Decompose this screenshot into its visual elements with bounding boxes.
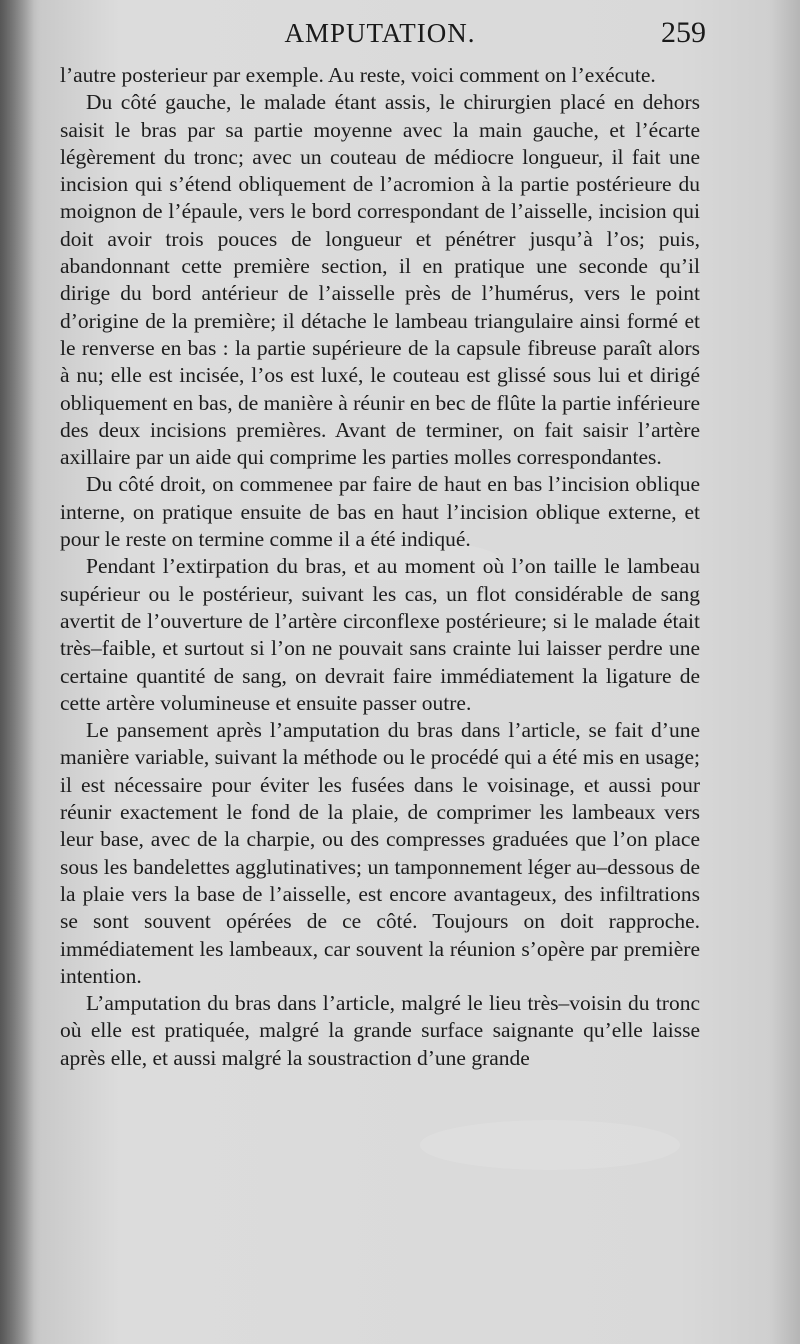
running-title: AMPUTATION. [284, 18, 476, 48]
body-text [60, 62, 700, 1072]
binding-shadow [0, 0, 34, 1344]
paragraph: Du côté droit, on commenee par faire de haut en bas l’incision oblique interne, on pratique ensuite de bas en haut l’incision oblique externe, et pour le reste on termine comme il a été indiqué. [60, 472, 700, 552]
paragraph: Le pansement après l’amputation du bras dans l’article, se fait d’une manière variable, suivant la méthode ou le procédé qui a été mis en usage; il est nécessaire pour éviter les fusées dans le voisinage, et aussi pour réunir exactement le fond de la plaie, de comprimer les lambeaux vers leur base, avec de la charpie, ou des compresses graduées que l’on place sous les bandelettes agglutinatives; un tamponnement léger au–dessous de la plaie vers la base de l’aisselle, est encore avantageux, des infiltrations se sont souvent opérées de ce côté. Toujours on doit rapproche. immédiatement les lambeaux, car souvent la réunion s’opère par première intention. [60, 718, 700, 988]
page-number: 259 [661, 16, 706, 49]
paragraph: Pendant l’extirpation du bras, et au moment où l’on taille le lambeau supérieur ou le postérieur, suivant les cas, un flot considérable de sang avertit de l’ouverture de l’artère circonflexe postérieure; si le malade était très–faible, et surtout si l’on ne pouvait sans crainte lui laisser perdre une certaine quantité de sang, on devrait faire immédiatement la ligature de cette artère volumineuse et ensuite passer outre. [60, 554, 700, 715]
paragraph: Du côté gauche, le malade étant assis, le chirurgien placé en dehors saisit le bras par sa partie moyenne avec la main gauche, et l’écarte légèrement du tronc; avec un couteau de médiocre longueur, il fait une incision qui s’étend obliquement de l’acromion à la partie postérieure du moignon de l’épaule, vers le bord correspondant de l’aisselle, incision qui doit avoir trois pouces de longueur et pénétrer jusqu’à l’os; puis, abandonnant cette première section, il en pratique une seconde qu’il dirige du bord antérieur de l’aisselle près de l’humérus, vers le point d’origine de la première; il détache le lambeau triangulaire ainsi formé et le renverse en bas : la partie supérieure de la capsule fibreuse paraît alors à nu; elle est incisée, l’os est luxé, le couteau est glissé sous lui et dirigé obliquement en bas, de manière à réunir en bec de flûte la partie inférieure des deux incisions premières. Avant de terminer, on fait saisir l’artère axillaire par un aide qui comprime les parties molles correspondantes. [60, 90, 700, 470]
running-header [60, 14, 706, 54]
paper-stain [420, 1120, 680, 1170]
paragraph: L’amputation du bras dans l’article, malgré le lieu très–voisin du tronc où elle est pratiquée, malgré la grande surface saignante qu’elle laisse après elle, et aussi malgré la soustraction d’une grande [60, 991, 700, 1070]
paragraph: l’autre posterieur par exemple. Au reste, voici comment on l’exécute. [60, 63, 656, 87]
